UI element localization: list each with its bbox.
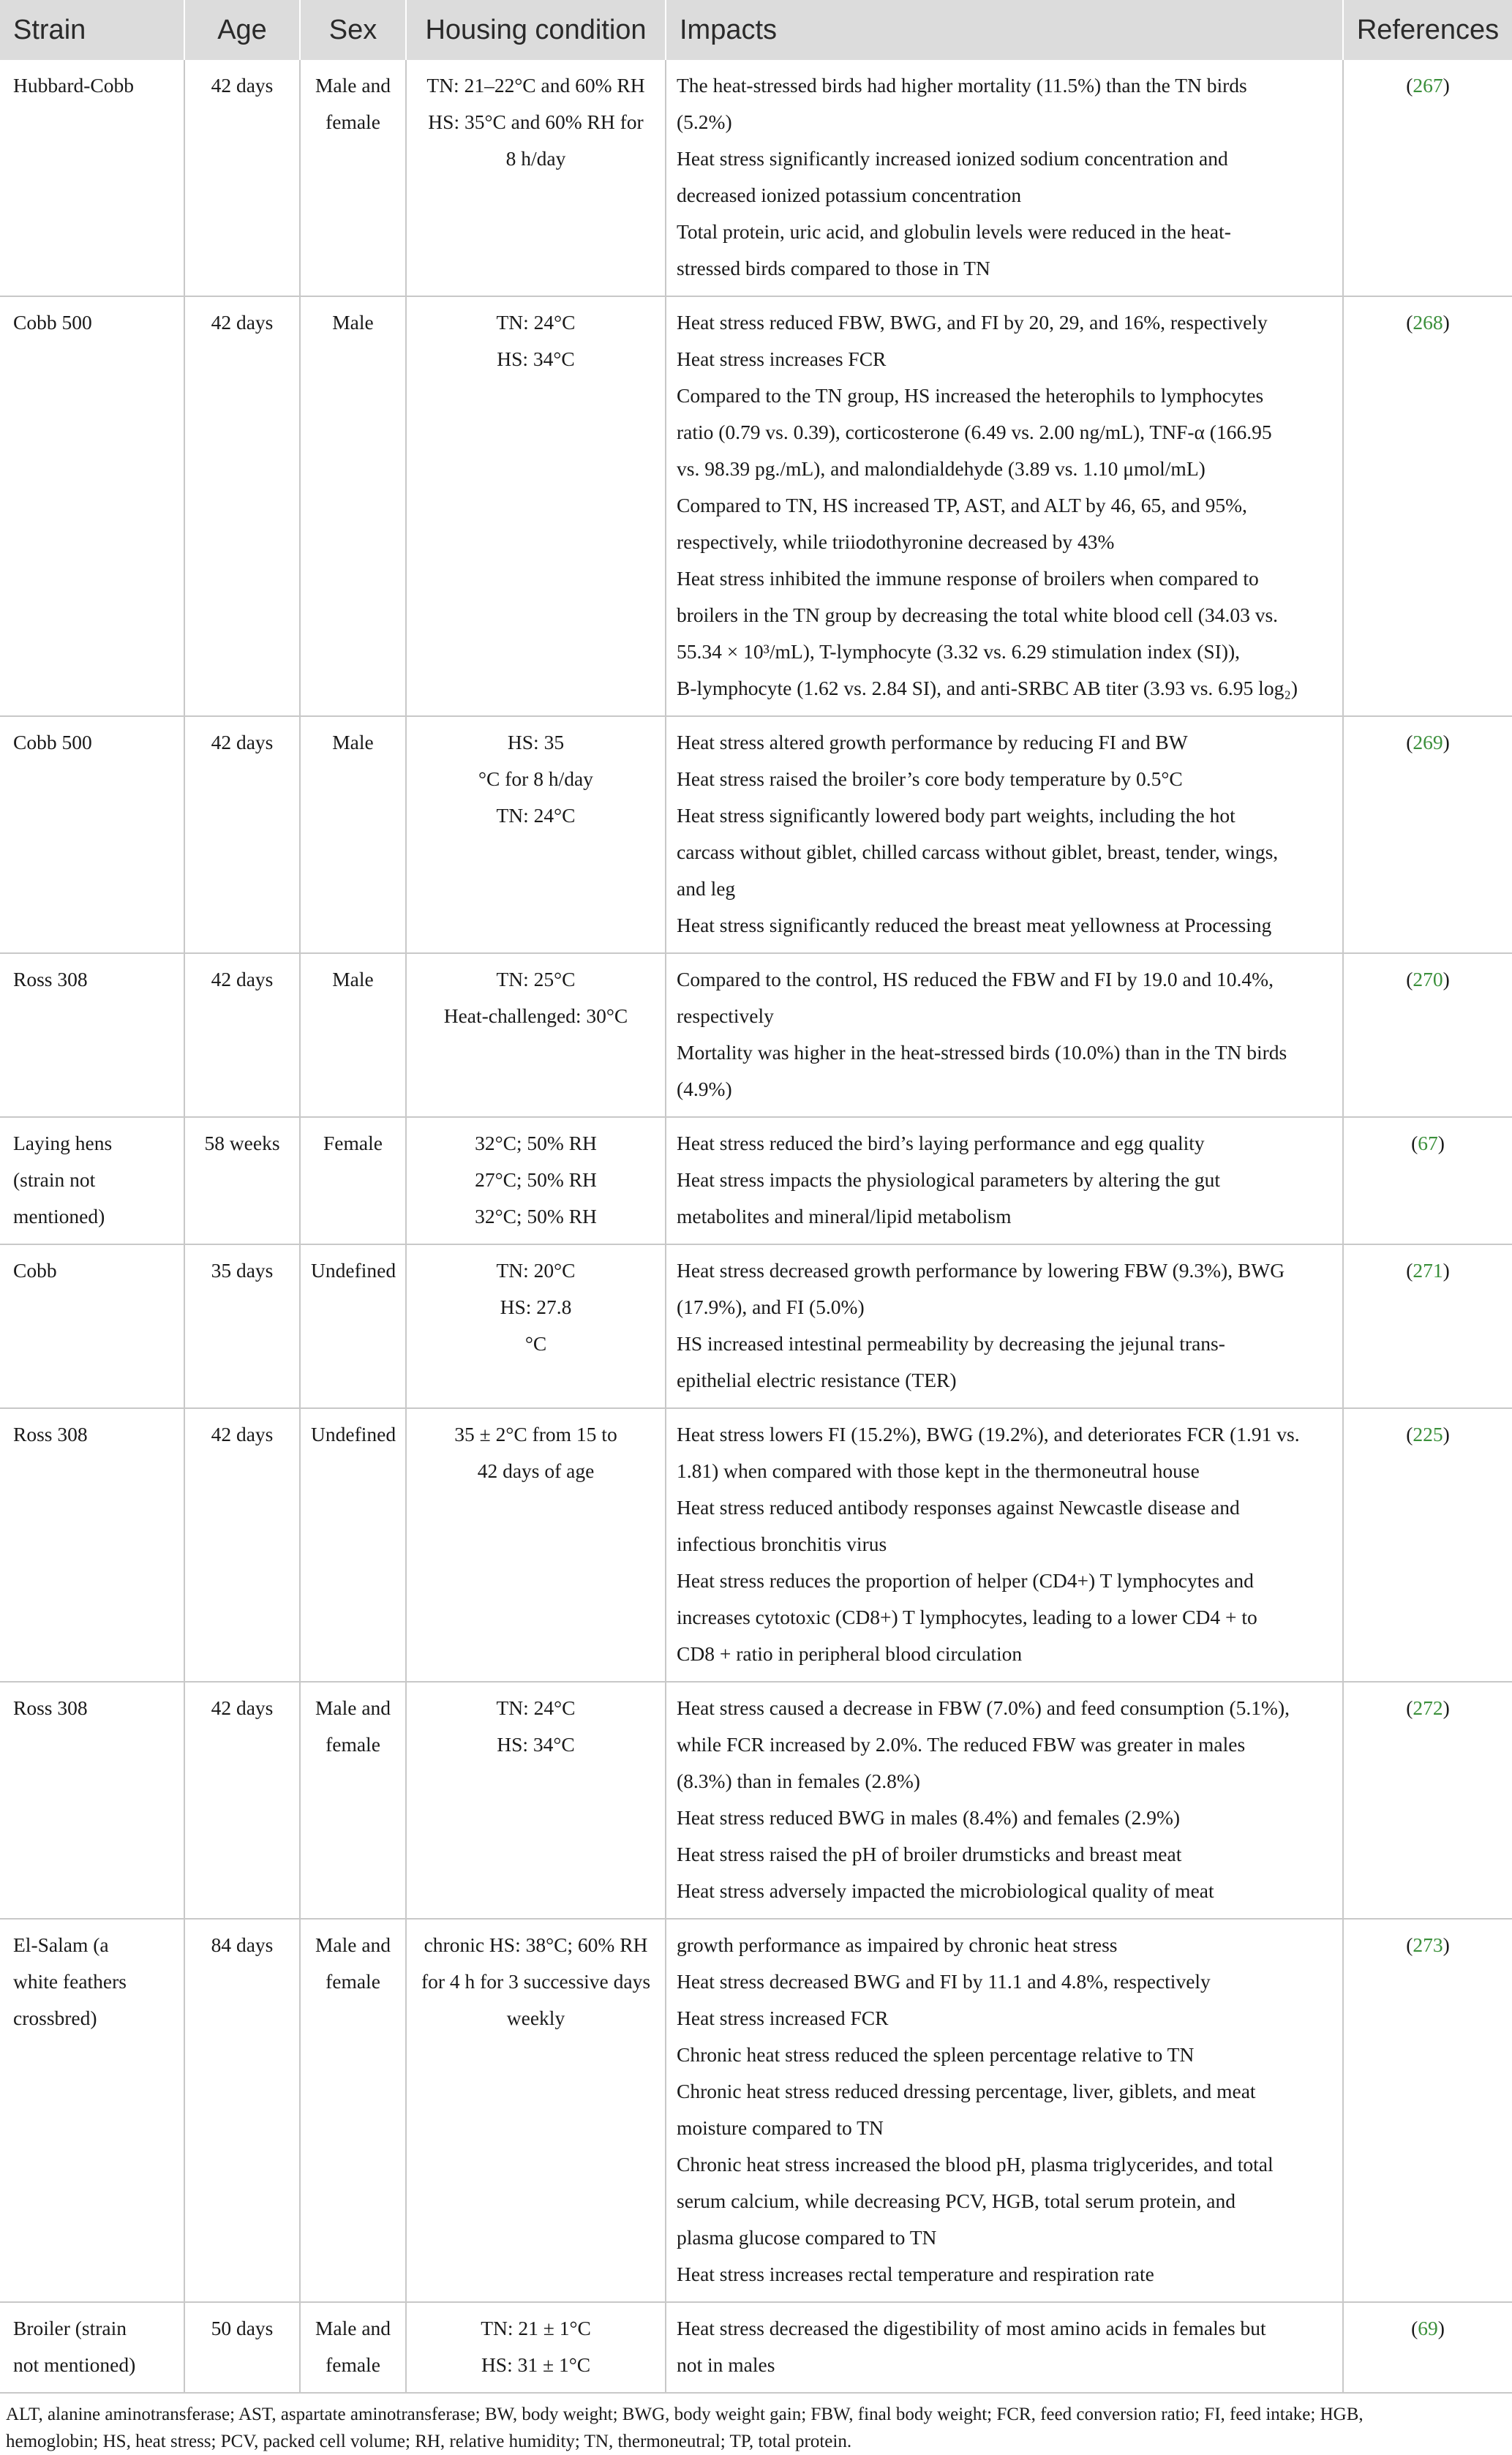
cell-sex-line: female bbox=[326, 2353, 380, 2376]
cell-sex-line: Male and bbox=[315, 1933, 391, 1956]
cell-housing-line: TN: 20°C bbox=[496, 1259, 576, 1282]
reference-link[interactable]: 273 bbox=[1413, 1933, 1443, 1956]
cell-impacts-line: Heat stress reduces the proportion of helper (CD4+) T lymphocytes and bbox=[677, 1569, 1254, 1592]
cell-strain bbox=[0, 953, 184, 1117]
header-strain: Strain bbox=[0, 0, 184, 60]
cell-strain bbox=[0, 716, 184, 953]
cell-impacts bbox=[666, 1117, 1343, 1244]
cell-impacts-line: Total protein, uric acid, and globulin levels were reduced in the heat- bbox=[677, 220, 1231, 243]
cell-impacts-line: Compared to the TN group, HS increased the heterophils to lymphocytes bbox=[677, 384, 1264, 407]
cell-impacts bbox=[666, 716, 1343, 953]
cell-impacts-line: Chronic heat stress increased the blood pH, plasma triglycerides, and total bbox=[677, 2153, 1274, 2176]
cell-impacts-line: stressed birds compared to those in TN bbox=[677, 257, 990, 279]
cell-housing-line: HS: 35 bbox=[507, 731, 565, 753]
header-impacts: Impacts bbox=[666, 0, 1343, 60]
cell-impacts-line: The heat-stressed birds had higher mortality (11.5%) than the TN birds bbox=[677, 74, 1247, 97]
reference-link[interactable]: 225 bbox=[1413, 1423, 1443, 1445]
cell-impacts-line: plasma glucose compared to TN bbox=[677, 2226, 937, 2249]
cell-impacts-line: Chronic heat stress reduced the spleen percentage relative to TN bbox=[677, 2043, 1195, 2066]
reference-link[interactable]: 272 bbox=[1413, 1696, 1443, 1719]
cell-strain-line: Broiler (strain bbox=[13, 2317, 127, 2339]
cell-impacts-line: (5.2%) bbox=[677, 110, 732, 133]
cell-strain bbox=[0, 60, 184, 296]
cell-impacts-line: 55.34 × 10³/mL), T-lymphocyte (3.32 vs. 6.29 stimulation index (SI)), bbox=[677, 640, 1241, 663]
cell-impacts-line: (17.9%), and FI (5.0%) bbox=[677, 1296, 865, 1318]
cell-housing-line: TN: 24°C bbox=[496, 311, 576, 334]
cell-housing-line: 27°C; 50% RH bbox=[475, 1168, 597, 1191]
reference-link[interactable]: 269 bbox=[1413, 731, 1443, 753]
cell-housing-line: °C bbox=[524, 1332, 547, 1355]
cell-impacts-line: 1.81) when compared with those kept in the thermoneutral house bbox=[677, 1459, 1200, 1482]
cell-housing-line: chronic HS: 38°C; 60% RH bbox=[424, 1933, 648, 1956]
header-sex: Sex bbox=[300, 0, 406, 60]
cell-housing bbox=[406, 1408, 666, 1682]
cell-impacts-line: Heat stress altered growth performance by reducing FI and BW bbox=[677, 731, 1188, 753]
cell-housing-line: HS: 34°C bbox=[497, 1733, 575, 1756]
cell-impacts-line: Compared to TN, HS increased TP, AST, and ALT by 46, 65, and 95%, bbox=[677, 494, 1247, 516]
cell-impacts-line: epithelial electric resistance (TER) bbox=[677, 1369, 957, 1391]
cell-impacts-line: and leg bbox=[677, 877, 736, 900]
cell-impacts bbox=[666, 60, 1343, 296]
reference-link[interactable]: 270 bbox=[1413, 968, 1443, 990]
cell-reference: (273) bbox=[1343, 1919, 1512, 2302]
cell-strain bbox=[0, 1408, 184, 1682]
cell-impacts-line: (8.3%) than in females (2.8%) bbox=[677, 1770, 920, 1792]
cell-housing-line: TN: 25°C bbox=[496, 968, 576, 990]
cell-housing-line: TN: 21 ± 1°C bbox=[481, 2317, 591, 2339]
cell-impacts-line: infectious bronchitis virus bbox=[677, 1533, 887, 1555]
cell-impacts-line: carcass without giblet, chilled carcass without giblet, breast, tender, wings, bbox=[677, 841, 1279, 863]
cell-impacts-line: Heat stress raised the pH of broiler drumsticks and breast meat bbox=[677, 1843, 1182, 1865]
cell-strain-line: Cobb bbox=[13, 1259, 57, 1282]
cell-impacts-line: Heat stress impacts the physiological parameters by altering the gut bbox=[677, 1168, 1221, 1191]
cell-reference: (225) bbox=[1343, 1408, 1512, 1682]
cell-impacts-line: Heat stress increases FCR bbox=[677, 347, 887, 370]
reference-link[interactable]: 268 bbox=[1413, 311, 1443, 334]
cell-impacts-line: growth performance as impaired by chronic heat stress bbox=[677, 1933, 1118, 1956]
cell-impacts-line: Heat stress increased FCR bbox=[677, 2007, 889, 2029]
cell-strain bbox=[0, 1244, 184, 1408]
footnote bbox=[0, 2394, 1512, 2455]
cell-age: 42 days bbox=[184, 1408, 300, 1682]
cell-impacts-line: Heat stress caused a decrease in FBW (7.0%) and feed consumption (5.1%), bbox=[677, 1696, 1290, 1719]
cell-impacts-line: Heat stress reduced BWG in males (8.4%) and females (2.9%) bbox=[677, 1806, 1181, 1829]
cell-strain-line: Cobb 500 bbox=[13, 311, 92, 334]
cell-age: 84 days bbox=[184, 1919, 300, 2302]
cell-impacts-line: not in males bbox=[677, 2353, 775, 2376]
cell-strain bbox=[0, 2302, 184, 2393]
cell-strain-line: Ross 308 bbox=[13, 1696, 88, 1719]
cell-impacts-line: metabolites and mineral/lipid metabolism bbox=[677, 1205, 1012, 1228]
cell-impacts bbox=[666, 953, 1343, 1117]
cell-housing bbox=[406, 296, 666, 716]
cell-housing-line: weekly bbox=[506, 2007, 565, 2029]
cell-strain-line: not mentioned) bbox=[13, 2353, 136, 2376]
cell-age: 42 days bbox=[184, 296, 300, 716]
cell-impacts-line: Heat stress adversely impacted the microbiological quality of meat bbox=[677, 1879, 1214, 1902]
cell-sex-line: Undefined bbox=[311, 1423, 396, 1445]
cell-housing-line: Heat-challenged: 30°C bbox=[443, 1004, 628, 1027]
cell-age: 50 days bbox=[184, 2302, 300, 2393]
cell-sex bbox=[300, 953, 406, 1117]
cell-reference: (270) bbox=[1343, 953, 1512, 1117]
cell-impacts-line: Heat stress reduced antibody responses against Newcastle disease and bbox=[677, 1496, 1240, 1519]
cell-housing bbox=[406, 716, 666, 953]
cell-impacts-line: Heat stress reduced the bird’s laying performance and egg quality bbox=[677, 1132, 1205, 1154]
cell-impacts-line: Chronic heat stress reduced dressing percentage, liver, giblets, and meat bbox=[677, 2080, 1256, 2102]
cell-housing-line: 32°C; 50% RH bbox=[475, 1205, 597, 1228]
cell-impacts-line: Heat stress increases rectal temperature and respiration rate bbox=[677, 2263, 1154, 2285]
cell-reference: (69) bbox=[1343, 2302, 1512, 2393]
cell-housing bbox=[406, 1682, 666, 1919]
cell-strain-line: Laying hens bbox=[13, 1132, 113, 1154]
cell-housing-line: 32°C; 50% RH bbox=[475, 1132, 597, 1154]
cell-housing bbox=[406, 1919, 666, 2302]
cell-impacts-line: Heat stress significantly lowered body part weights, including the hot bbox=[677, 804, 1235, 827]
cell-housing-line: TN: 24°C bbox=[496, 1696, 576, 1719]
table-row bbox=[0, 716, 1512, 953]
table-body bbox=[0, 60, 1512, 2393]
cell-sex bbox=[300, 2302, 406, 2393]
cell-impacts-line: serum calcium, while decreasing PCV, HGB, total serum protein, and bbox=[677, 2189, 1235, 2212]
cell-reference: (269) bbox=[1343, 716, 1512, 953]
cell-age: 58 weeks bbox=[184, 1117, 300, 1244]
cell-impacts-line: Compared to the control, HS reduced the FBW and FI by 19.0 and 10.4%, bbox=[677, 968, 1274, 990]
cell-housing bbox=[406, 1117, 666, 1244]
cell-housing bbox=[406, 953, 666, 1117]
cell-sex-line: Female bbox=[323, 1132, 383, 1154]
cell-housing bbox=[406, 2302, 666, 2393]
header-references: References bbox=[1343, 0, 1512, 60]
cell-housing-line: 35 ± 2°C from 15 to bbox=[454, 1423, 617, 1445]
cell-impacts-line: Heat stress inhibited the immune response of broilers when compared to bbox=[677, 567, 1259, 590]
cell-housing-line: TN: 21–22°C and 60% RH bbox=[426, 74, 645, 97]
cell-impacts bbox=[666, 1244, 1343, 1408]
cell-impacts-line: Heat stress lowers FI (15.2%), BWG (19.2%), and deteriorates FCR (1.91 vs. bbox=[677, 1423, 1300, 1445]
cell-impacts-line: vs. 98.39 pg./mL), and malondialdehyde (3.89 vs. 1.10 μmol/mL) bbox=[677, 457, 1206, 480]
cell-housing-line: TN: 24°C bbox=[496, 804, 576, 827]
cell-sex-line: Male and bbox=[315, 2317, 391, 2339]
table-row bbox=[0, 60, 1512, 296]
table-row bbox=[0, 2302, 1512, 2393]
cell-impacts-line: respectively, while triiodothyronine decreased by 43% bbox=[677, 530, 1115, 553]
cell-strain-line: mentioned) bbox=[13, 1205, 105, 1228]
cell-impacts-line: (4.9%) bbox=[677, 1078, 732, 1100]
cell-impacts bbox=[666, 1408, 1343, 1682]
cell-impacts-line: B-lymphocyte (1.62 vs. 2.84 SI), and anti-SRBC AB titer (3.93 vs. 6.95 log₂) bbox=[677, 677, 1298, 699]
cell-strain-line: (strain not bbox=[13, 1168, 96, 1191]
cell-impacts-line: decreased ionized potassium concentration bbox=[677, 184, 1022, 206]
cell-housing bbox=[406, 60, 666, 296]
cell-impacts bbox=[666, 1919, 1343, 2302]
cell-impacts-line: HS increased intestinal permeability by decreasing the jejunal trans- bbox=[677, 1332, 1225, 1355]
cell-sex bbox=[300, 1408, 406, 1682]
cell-impacts-line: CD8 + ratio in peripheral blood circulation bbox=[677, 1642, 1023, 1665]
cell-sex bbox=[300, 1117, 406, 1244]
cell-impacts-line: Heat stress decreased BWG and FI by 11.1 and 4.8%, respectively bbox=[677, 1970, 1211, 1993]
cell-reference: (268) bbox=[1343, 296, 1512, 716]
cell-strain-line: white feathers bbox=[13, 1970, 127, 1993]
cell-sex-line: Male bbox=[332, 968, 374, 990]
cell-age: 42 days bbox=[184, 60, 300, 296]
cell-sex-line: Male and bbox=[315, 74, 391, 97]
table-row bbox=[0, 1682, 1512, 1919]
cell-impacts-line: Heat stress decreased growth performance by lowering FBW (9.3%), BWG bbox=[677, 1259, 1285, 1282]
header-row bbox=[0, 0, 1512, 60]
cell-impacts bbox=[666, 296, 1343, 716]
cell-impacts-line: while FCR increased by 2.0%. The reduced FBW was greater in males bbox=[677, 1733, 1246, 1756]
cell-sex bbox=[300, 1682, 406, 1919]
cell-housing-line: HS: 34°C bbox=[497, 347, 575, 370]
cell-strain bbox=[0, 1117, 184, 1244]
cell-sex bbox=[300, 716, 406, 953]
reference-link[interactable]: 69 bbox=[1418, 2317, 1438, 2339]
cell-age: 42 days bbox=[184, 953, 300, 1117]
cell-strain bbox=[0, 296, 184, 716]
reference-link[interactable]: 267 bbox=[1413, 74, 1443, 97]
cell-impacts-line: broilers in the TN group by decreasing the total white blood cell (34.03 vs. bbox=[677, 604, 1279, 626]
cell-sex-line: Undefined bbox=[311, 1259, 396, 1282]
header-housing: Housing condition bbox=[406, 0, 666, 60]
cell-housing-line: 8 h/day bbox=[505, 147, 566, 170]
cell-sex-line: female bbox=[326, 110, 380, 133]
cell-reference: (272) bbox=[1343, 1682, 1512, 1919]
cell-age: 42 days bbox=[184, 716, 300, 953]
cell-housing-line: HS: 35°C and 60% RH for bbox=[428, 110, 644, 133]
cell-reference: (67) bbox=[1343, 1117, 1512, 1244]
cell-sex-line: Male bbox=[332, 731, 374, 753]
cell-sex bbox=[300, 1919, 406, 2302]
cell-impacts-line: moisture compared to TN bbox=[677, 2116, 884, 2139]
cell-strain-line: Cobb 500 bbox=[13, 731, 92, 753]
table-row bbox=[0, 296, 1512, 716]
cell-strain-line: Ross 308 bbox=[13, 968, 88, 990]
cell-housing-line: 42 days of age bbox=[477, 1459, 595, 1482]
cell-age: 42 days bbox=[184, 1682, 300, 1919]
cell-housing bbox=[406, 1244, 666, 1408]
cell-housing-line: °C for 8 h/day bbox=[478, 767, 593, 790]
cell-impacts bbox=[666, 1682, 1343, 1919]
cell-strain bbox=[0, 1919, 184, 2302]
cell-impacts-line: Heat stress raised the broiler’s core body temperature by 0.5°C bbox=[677, 767, 1183, 790]
cell-strain-line: Hubbard-Cobb bbox=[13, 74, 134, 97]
cell-strain-line: El-Salam (a bbox=[13, 1933, 109, 1956]
cell-sex-line: Male and bbox=[315, 1696, 391, 1719]
cell-reference: (267) bbox=[1343, 60, 1512, 296]
cell-impacts bbox=[666, 2302, 1343, 2393]
table-row bbox=[0, 1919, 1512, 2302]
cell-housing-line: for 4 h for 3 successive days bbox=[421, 1970, 651, 1993]
cell-impacts-line: ratio (0.79 vs. 0.39), corticosterone (6.49 vs. 2.00 ng/mL), TNF-α (166.95 bbox=[677, 421, 1272, 443]
cell-impacts-line: Heat stress reduced FBW, BWG, and FI by 20, 29, and 16%, respectively bbox=[677, 311, 1268, 334]
cell-sex-line: female bbox=[326, 1733, 380, 1756]
footnote-line: hemoglobin; HS, heat stress; PCV, packed cell volume; RH, relative humidity; TN, thermoneutral; TP, total protein. bbox=[6, 2432, 852, 2451]
cell-impacts-line: Heat stress significantly reduced the breast meat yellowness at Processing bbox=[677, 914, 1272, 936]
cell-reference: (271) bbox=[1343, 1244, 1512, 1408]
cell-sex bbox=[300, 60, 406, 296]
cell-housing-line: HS: 27.8 bbox=[500, 1296, 572, 1318]
table-row bbox=[0, 953, 1512, 1117]
reference-link[interactable]: 67 bbox=[1418, 1132, 1438, 1154]
cell-strain-line: Ross 308 bbox=[13, 1423, 88, 1445]
reference-link[interactable]: 271 bbox=[1413, 1259, 1443, 1282]
cell-sex-line: Male bbox=[332, 311, 374, 334]
footnote-line: ALT, alanine aminotransferase; AST, aspartate aminotransferase; BW, body weight; BWG, body weight gain; FBW, final body weight; FCR, feed conversion ratio; FI, feed intake; HGB, bbox=[6, 2405, 1364, 2424]
cell-impacts-line: Heat stress significantly increased ionized sodium concentration and bbox=[677, 147, 1228, 170]
table-row bbox=[0, 1117, 1512, 1244]
cell-impacts-line: respectively bbox=[677, 1004, 774, 1027]
cell-impacts-line: Mortality was higher in the heat-stressed birds (10.0%) than in the TN birds bbox=[677, 1041, 1287, 1064]
cell-strain bbox=[0, 1682, 184, 1919]
cell-impacts-line: increases cytotoxic (CD8+) T lymphocytes, leading to a lower CD4 + to bbox=[677, 1606, 1257, 1628]
cell-impacts-line: Heat stress decreased the digestibility of most amino acids in females but bbox=[677, 2317, 1266, 2339]
table-row bbox=[0, 1244, 1512, 1408]
header-age: Age bbox=[184, 0, 300, 60]
cell-sex bbox=[300, 296, 406, 716]
cell-age: 35 days bbox=[184, 1244, 300, 1408]
cell-housing-line: HS: 31 ± 1°C bbox=[481, 2353, 591, 2376]
table-row bbox=[0, 1408, 1512, 1682]
cell-sex-line: female bbox=[326, 1970, 380, 1993]
cell-sex bbox=[300, 1244, 406, 1408]
cell-strain-line: crossbred) bbox=[13, 2007, 97, 2029]
